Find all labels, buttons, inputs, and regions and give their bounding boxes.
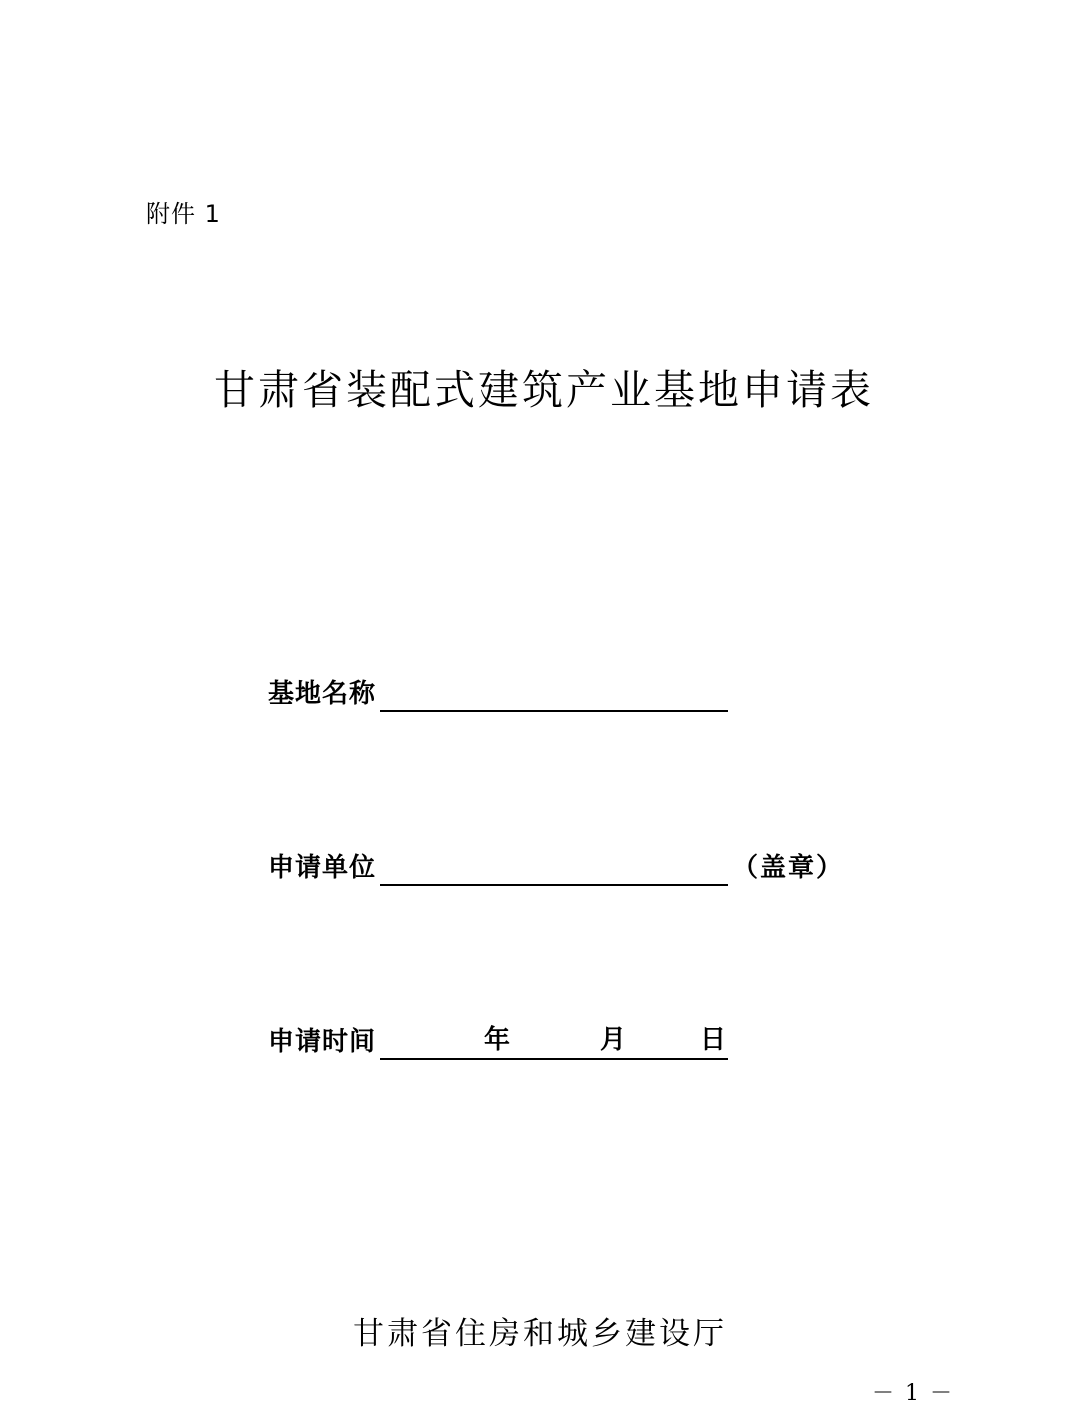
issuing-authority: 甘肃省住房和城乡建设厅 — [353, 1316, 727, 1352]
applicant-row — [268, 842, 844, 886]
applicant-field[interactable] — [380, 850, 728, 886]
application-date-field[interactable] — [380, 1024, 728, 1060]
applicant-label: 申请单位 — [268, 853, 377, 883]
base-name-field[interactable] — [380, 676, 728, 712]
application-date-row — [268, 1016, 728, 1060]
month-label: 月 — [600, 1025, 627, 1055]
base-name-row — [268, 668, 728, 712]
page-number: － 1 － — [872, 1381, 954, 1406]
application-date-label: 申请时间 — [268, 1027, 377, 1057]
year-label: 年 — [484, 1025, 511, 1055]
attachment-label: 附件 1 — [146, 200, 221, 228]
seal-note: （盖章） — [732, 853, 845, 883]
day-label: 日 — [700, 1025, 727, 1055]
base-name-label: 基地名称 — [268, 679, 377, 709]
document-title: 甘肃省装配式建筑产业基地申请表 — [214, 366, 874, 414]
